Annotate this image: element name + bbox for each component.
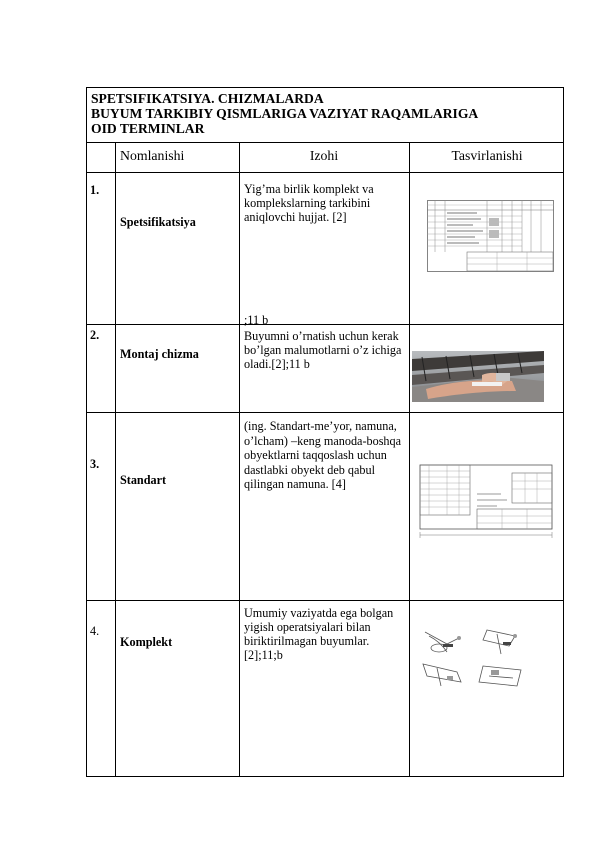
title-line-1: SPETSIFIKATSIYA. CHIZMALARDA [91,91,324,106]
row-2-number: 2. [90,328,100,342]
specification-table-drawing-icon [427,200,554,272]
row-2-name: Montaj chizma [120,347,199,361]
header-name: Nomlanishi [120,148,185,163]
roof-installation-photo-icon [412,351,544,402]
row-4-name: Komplekt [120,635,173,649]
row-2-description: Buyumni o’rnatish uchun kerak bo’lgan malumotlarni o’z ichiga oladi.[2];11 b [244,329,402,371]
row-2-bottom-border [87,412,563,413]
header-illustration: Tasvirlanishi [451,148,523,163]
col-divider-1 [115,142,116,776]
row-1-description: Yig’ma birlik komplekt va komplekslarning tarkibini aniqlovchi hujjat. [2] [244,182,374,224]
col-divider-2 [239,142,240,776]
header-top-border [87,142,563,143]
table-title [91,91,561,136]
standard-drawing-frame-icon [417,463,554,541]
terms-table [86,87,564,777]
title-line-3: OID TERMINLAR [91,121,205,136]
row-1-name: Spetsifikatsiya [120,215,196,229]
row-3-number: 3. [90,457,100,471]
title-line-2: BUYUM TARKIBIY QISMLARIGA VAZIYAT RAQAMLARIGA [91,106,479,121]
row-1-bottom-border [87,324,563,325]
row-3-name: Standart [120,473,167,487]
row-1-note: ;11 b [244,313,269,327]
col-divider-3 [409,142,410,776]
row-1-number: 1. [90,183,100,197]
header-description: Izohi [309,148,339,163]
row-3-description: (ing. Standart-me’yor, namuna, o’lcham) –keng manoda-boshqa obyektlarni taqqoslash uchun dastlabki obyekt deb qabul qilingan namuna. [4] [244,419,402,492]
header-bottom-border [87,172,563,173]
row-4-description: Umumiy vaziyatda ega bolgan yigish operatsiyalari bilan biriktirilmagan buyumlar.[2];11;b [244,606,394,662]
row-4-number: 4. [90,624,100,638]
row-3-bottom-border [87,600,563,601]
kit-assembly-sketches-icon [417,626,532,696]
